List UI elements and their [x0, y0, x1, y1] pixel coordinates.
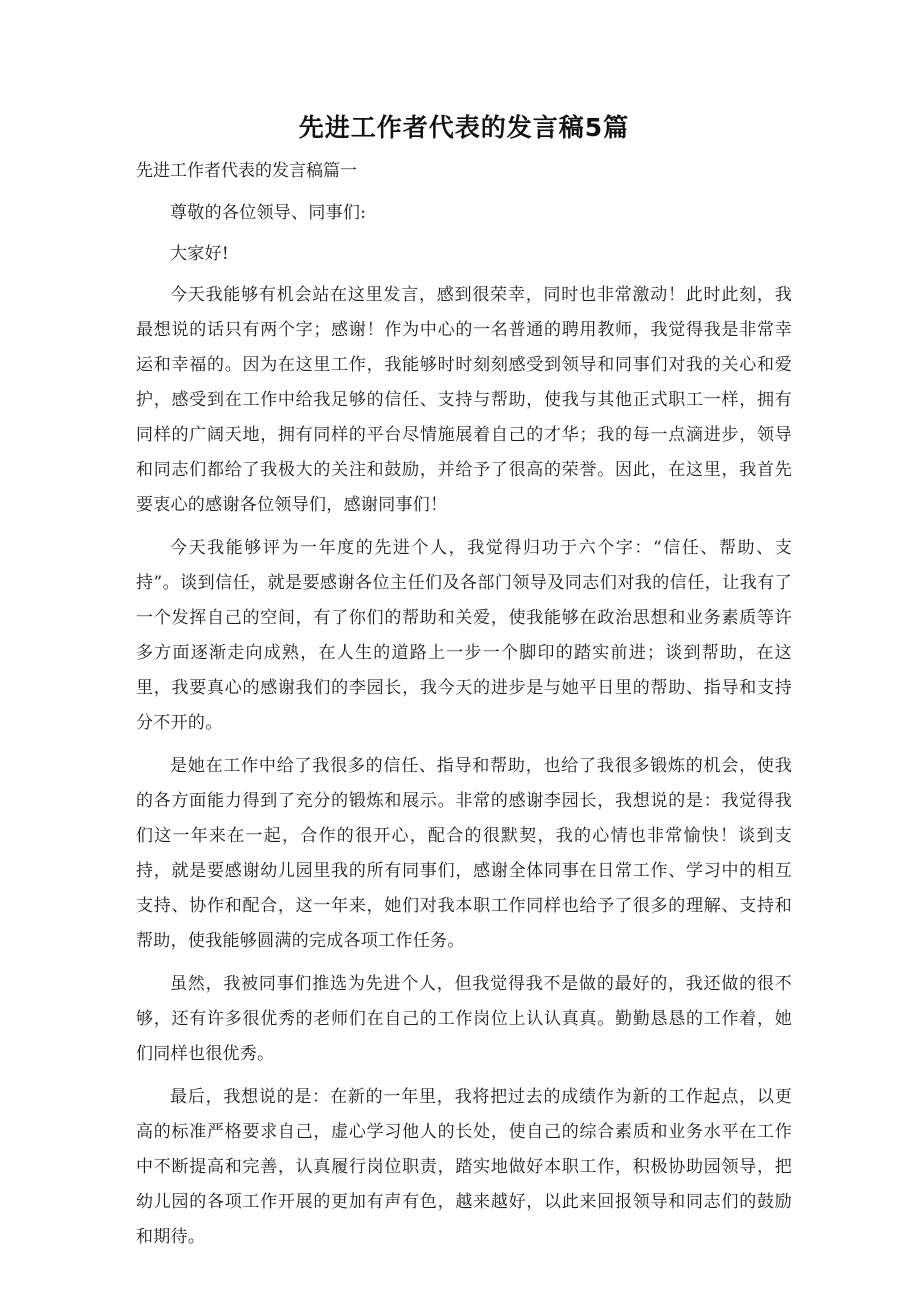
- body-paragraph-humility: 虽然，我被同事们推选为先进个人，但我觉得我不是做的最好的，我还做的很不够，还有许多很优秀的老师们在自己的工作岗位上认认真真。勤勤恳恳的工作着，她们同样也很优秀。: [136, 974, 792, 1064]
- body-paragraph-closing: 最后，我想说的是：在新的一年里，我将把过去的成绩作为新的工作起点，以更高的标准严格要求自己，虚心学习他人的长处，使自己的综合素质和业务水平在工作中不断提高和完善，认真履行岗位职责，踏实地做好本职工作，积极协助园领导，把幼儿园的各项工作开展的更加有声有色，越来越好，以此来回报领导和同志们的鼓励和期待。: [136, 1087, 792, 1247]
- salutation-paragraph: 尊敬的各位领导、同事们:: [170, 203, 367, 223]
- body-paragraph-gratitude: 今天我能够有机会站在这里发言，感到很荣幸，同时也非常激动！此时此刻，我最想说的话只有两个字；感谢！作为中心的一名普通的聘用教师，我觉得我是非常幸运和幸福的。因为在这里工作，我能够时时刻刻感受到领导和同事们对我的关心和爱护，感受到在工作中给我足够的信任、支持与帮助，使我与其他正式职工一样，拥有同样的广阔天地，拥有同样的平台尽情施展着自己的才华；我的每一点滴进步，领导和同志们都给了我极大的关注和鼓励，并给予了很高的荣誉。因此，在这里，我首先要衷心的感谢各位领导们，感谢同事们！: [136, 285, 792, 515]
- section-heading: 先进工作者代表的发言稿篇一: [136, 161, 357, 181]
- body-paragraph-director-and-colleagues: 是她在工作中给了我很多的信任、指导和帮助，也给了我很多锻炼的机会，使我的各方面能力得到了充分的锻炼和展示。非常的感谢李园长，我想说的是：我觉得我们这一年来在一起，合作的很开心，配合的很默契，我的心情也非常愉快！谈到支持，就是要感谢幼儿园里我的所有同事们，感谢全体同事在日常工作、学习中的相互支持、协作和配合，这一年来，她们对我本职工作同样也给予了很多的理解、支持和帮助，使我能够圆满的完成各项工作任务。: [136, 756, 792, 951]
- greeting-paragraph: 大家好!: [170, 244, 230, 264]
- body-paragraph-trust-help-support: 今天我能够评为一年度的先进个人，我觉得归功于六个字：“信任、帮助、支持”。谈到信任，就是要感谢各位主任们及各部门领导及同志们对我的信任，让我有了一个发挥自己的空间，有了你们的帮助和关爱，使我能够在政治思想和业务素质等许多方面逐渐走向成熟，在人生的道路上一步一个脚印的踏实前进；谈到帮助，在这里，我要真心的感谢我们的李园长，我今天的进步是与她平日里的帮助、指导和支持分不开的。: [136, 538, 792, 733]
- document-title: 先进工作者代表的发言稿5篇: [298, 113, 630, 142]
